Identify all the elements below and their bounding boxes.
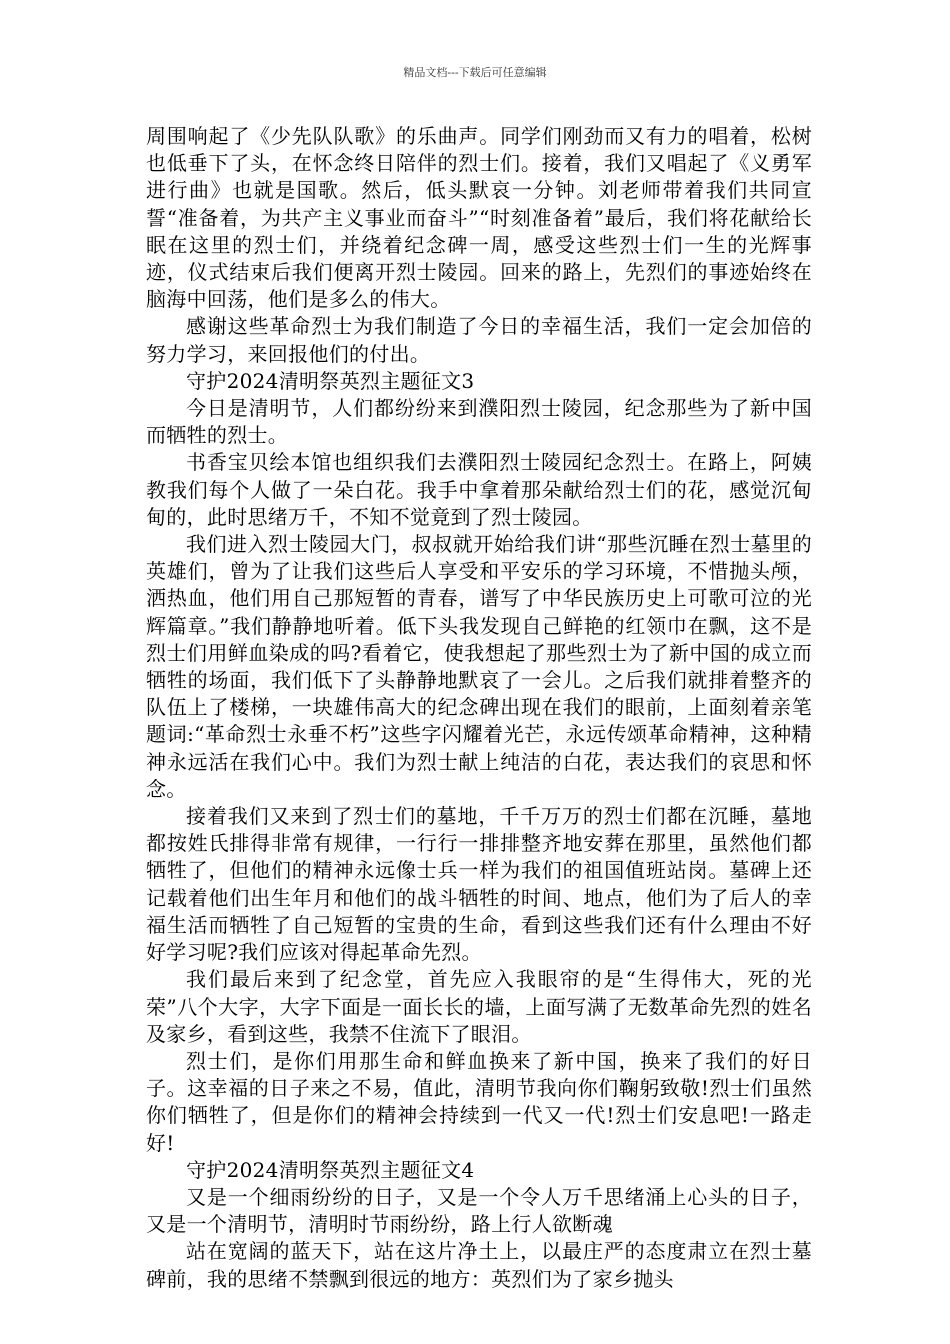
- page-header: 精品文档---下载后可任意编辑: [403, 66, 547, 79]
- paragraph: 站在宽阔的蓝天下，站在这片净土上，以最庄严的态度肃立在烈士墓碑前，我的思绪不禁飘到很远的地方：英烈们为了家乡抛头: [146, 1239, 812, 1291]
- paragraph: 我们进入烈士陵园大门，叔叔就开始给我们讲“那些沉睡在烈士墓里的英雄们，曾为了让我们这些后人享受和平安乐的学习环境，不惜抛头颅，洒热血，他们用自己那短暂的青春，谱写了中华民族历史上可歌可泣的光辉篇章。”我们静静地听着。低下头我发现自己鲜艳的红领巾在飘，这不是烈士们用鲜血染成的吗?看着它，使我想起了那些烈士为了新中国的成立而牺牲的场面，我们低下了头静静地默哀了一会儿。之后我们就排着整齐的队伍上了楼梯，一块雄伟高大的纪念碑出现在我们的眼前，上面刻着亲笔题词:“革命烈士永垂不朽”这些字闪耀着光芒，永远传颂革命精神，这种精神永远活在我们心中。我们为烈士献上纯洁的白花，表达我们的哀思和怀念。: [146, 532, 812, 801]
- paragraph: 又是一个细雨纷纷的日子，又是一个令人万千思绪涌上心头的日子，又是一个清明节，清明时节雨纷纷，路上行人欲断魂: [146, 1184, 812, 1237]
- paragraph: 感谢这些革命烈士为我们制造了今日的幸福生活，我们一定会加倍的努力学习，来回报他们的付出。: [146, 314, 812, 366]
- paragraph: 今日是清明节，人们都纷纷来到濮阳烈士陵园，纪念那些为了新中国而牺牲的烈士。: [146, 396, 812, 448]
- paragraph: 书香宝贝绘本馆也组织我们去濮阳烈士陵园纪念烈士。在路上，阿姨教我们每个人做了一朵白花。我手中拿着那朵献给烈士们的花，感觉沉甸甸的，此时思绪万千，不知不觉竟到了烈士陵园。: [146, 450, 812, 529]
- section-heading: 守护2024清明祭英烈主题征文3: [186, 368, 475, 393]
- paragraph: 接着我们又来到了烈士们的墓地，千千万万的烈士们都在沉睡，墓地都按姓氏排得非常有规律，一行行一排排整齐地安葬在那里，虽然他们都牺牲了，但他们的精神永远像士兵一样为我们的祖国值班站岗。墓碑上还记载着他们出生年月和他们的战斗牺牲的时间、地点，他们为了后人的幸福生活而牺牲了自己短暂的宝贵的生命，看到这些我们还有什么理由不好好学习呢?我们应该对得起革命先烈。: [146, 804, 812, 965]
- paragraph: 烈士们，是你们用那生命和鲜血换来了新中国，换来了我们的好日子。这幸福的日子来之不易，值此，清明节我向你们鞠躬致敬!烈士们虽然你们牺牲了，但是你们的精神会持续到一代又一代!烈士们安息吧!一路走好!: [146, 1048, 812, 1155]
- paragraph: 我们最后来到了纪念堂，首先应入我眼帘的是“生得伟大，死的光荣”八个大字，大字下面是一面长长的墙，上面写满了无数革命先烈的姓名及家乡，看到这些，我禁不住流下了眼泪。: [146, 967, 812, 1046]
- paragraph: 周围响起了《少先队队歌》的乐曲声。同学们刚劲而又有力的唱着，松树也低垂下了头，在怀念终日陪伴的烈士们。接着，我们又唱起了《义勇军进行曲》也就是国歌。然后，低头默哀一分钟。刘老师带着我们共同宣誓“准备着，为共产主义事业而奋斗”“时刻准备着”最后，我们将花献给长眠在这里的烈士们，并绕着纪念碑一周，感受这些烈士们一生的光辉事迹，仪式结束后我们便离开烈士陵园。回来的路上，先烈们的事迹始终在脑海中回荡，他们是多么的伟大。: [146, 124, 812, 312]
- section-heading: 守护2024清明祭英烈主题征文4: [186, 1157, 475, 1182]
- document-body: [146, 123, 812, 1293]
